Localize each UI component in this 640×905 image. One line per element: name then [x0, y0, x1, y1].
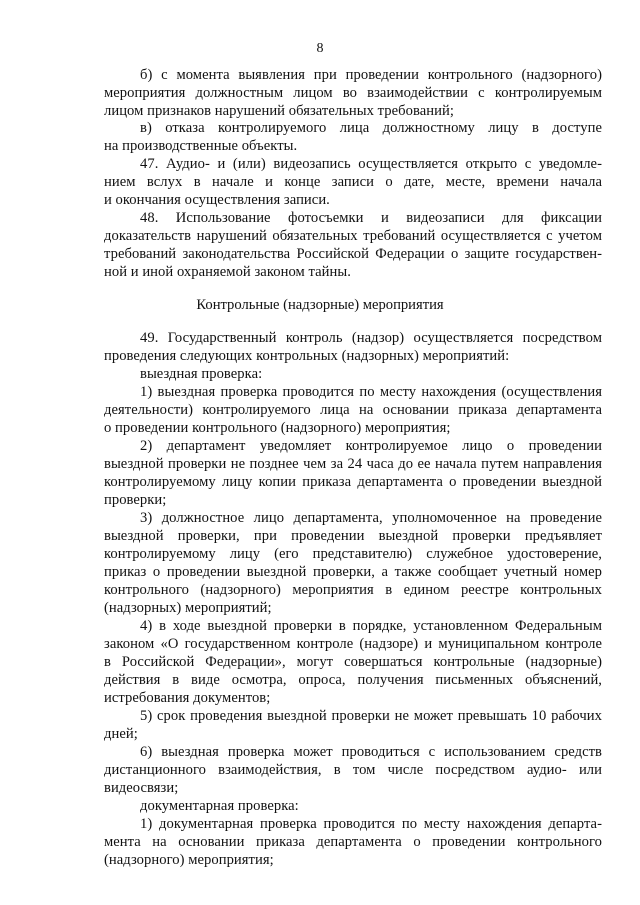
text-line: 47. Аудио- и (или) видеозапись осуществляется открыто с уведомле- — [140, 156, 602, 172]
text-line: в Российской Федерации», могут совершаться контрольные (надзорные) — [104, 654, 602, 670]
text-line: выездная проверка: — [140, 366, 263, 382]
text-line: 1) выездная проверка проводится по месту нахождения (осуществления — [140, 384, 602, 400]
text-line: 1) документарная проверка проводится по месту нахождения департа- — [140, 816, 602, 832]
text-line: доказательств нарушений обязательных требований осуществляется с учетом — [104, 228, 602, 244]
text-line: (надзорного) мероприятия; — [104, 852, 274, 868]
text-line: истребования документов; — [104, 690, 271, 706]
text-line: контрольного (надзорного) мероприятия в едином реестре контрольных — [104, 582, 602, 598]
text-line: 6) выездная проверка может проводиться с использованием средств — [140, 744, 602, 760]
text-line: проведения следующих контрольных (надзорных) мероприятий: — [104, 348, 510, 364]
text-line: лицом признаков нарушений обязательных требований; — [104, 103, 454, 119]
text-line: 2) департамент уведомляет контролируемое лицо о проведении — [140, 438, 602, 454]
text-line: 5) срок проведения выездной проверки не может превышать 10 рабочих — [140, 708, 602, 724]
text-line: 3) должностное лицо департамента, уполномоченное на проведение — [140, 510, 602, 526]
text-line: контролируемому лицу копии приказа департамента о проведении выездной — [104, 474, 602, 490]
text-line: в) отказа контролируемого лица должностному лицу в доступе — [140, 120, 602, 136]
text-line: документарная проверка: — [140, 798, 299, 814]
text-line: нием вслух в начале и конце записи о дате, месте, времени начала — [104, 174, 602, 190]
text-line: видеосвязи; — [104, 780, 179, 796]
text-line: о проведении контрольного (надзорного) мероприятия; — [104, 420, 451, 436]
text-line: деятельности) контролируемого лица на основании приказа департамента — [104, 402, 602, 418]
section-heading: Контрольные (надзорные) мероприятия — [196, 297, 444, 313]
text-line: мента на основании приказа департамента о проведении контрольного — [104, 834, 602, 850]
text-line: б) с момента выявления при проведении контрольного (надзорного) — [140, 67, 602, 83]
page-number: 8 — [316, 41, 324, 56]
text-line: выездной проверки не позднее чем за 24 часа до ее начала путем направления — [104, 456, 602, 472]
text-line: 48. Использование фотосъемки и видеозаписи для фиксации — [140, 210, 602, 226]
text-line: приказ о проведении выездной проверки, а также сообщает учетный номер — [104, 564, 602, 580]
text-line: 4) в ходе выездной проверки в порядке, установленном Федеральным — [140, 618, 602, 634]
text-line: дней; — [104, 726, 138, 742]
text-line: контролируемому лицу (его представителю) служебное удостоверение, — [104, 546, 602, 562]
text-line: мероприятия должностным лицом во взаимодействии с контролируемым — [104, 85, 602, 101]
text-line: проверки; — [104, 492, 167, 508]
text-line: дистанционного взаимодействия, в том числе посредством аудио- или — [104, 762, 602, 778]
text-line: требований законодательства Российской Федерации о защите государствен- — [104, 246, 602, 262]
text-line: ной и иной охраняемой законом тайны. — [104, 264, 351, 280]
text-line: 49. Государственный контроль (надзор) осуществляется посредством — [140, 330, 602, 346]
text-line: выездной проверки, при проведении выездной проверки предъявляет — [104, 528, 602, 544]
text-line: действия в виде осмотра, опроса, получения письменных объяснений, — [104, 672, 602, 688]
text-line: законом «О государственном контроле (надзоре) и муниципальном контроле — [104, 636, 602, 652]
text-line: на производственные объекты. — [104, 138, 298, 154]
text-line: и окончания осуществления записи. — [104, 192, 330, 208]
text-line: (надзорных) мероприятий; — [104, 600, 272, 616]
